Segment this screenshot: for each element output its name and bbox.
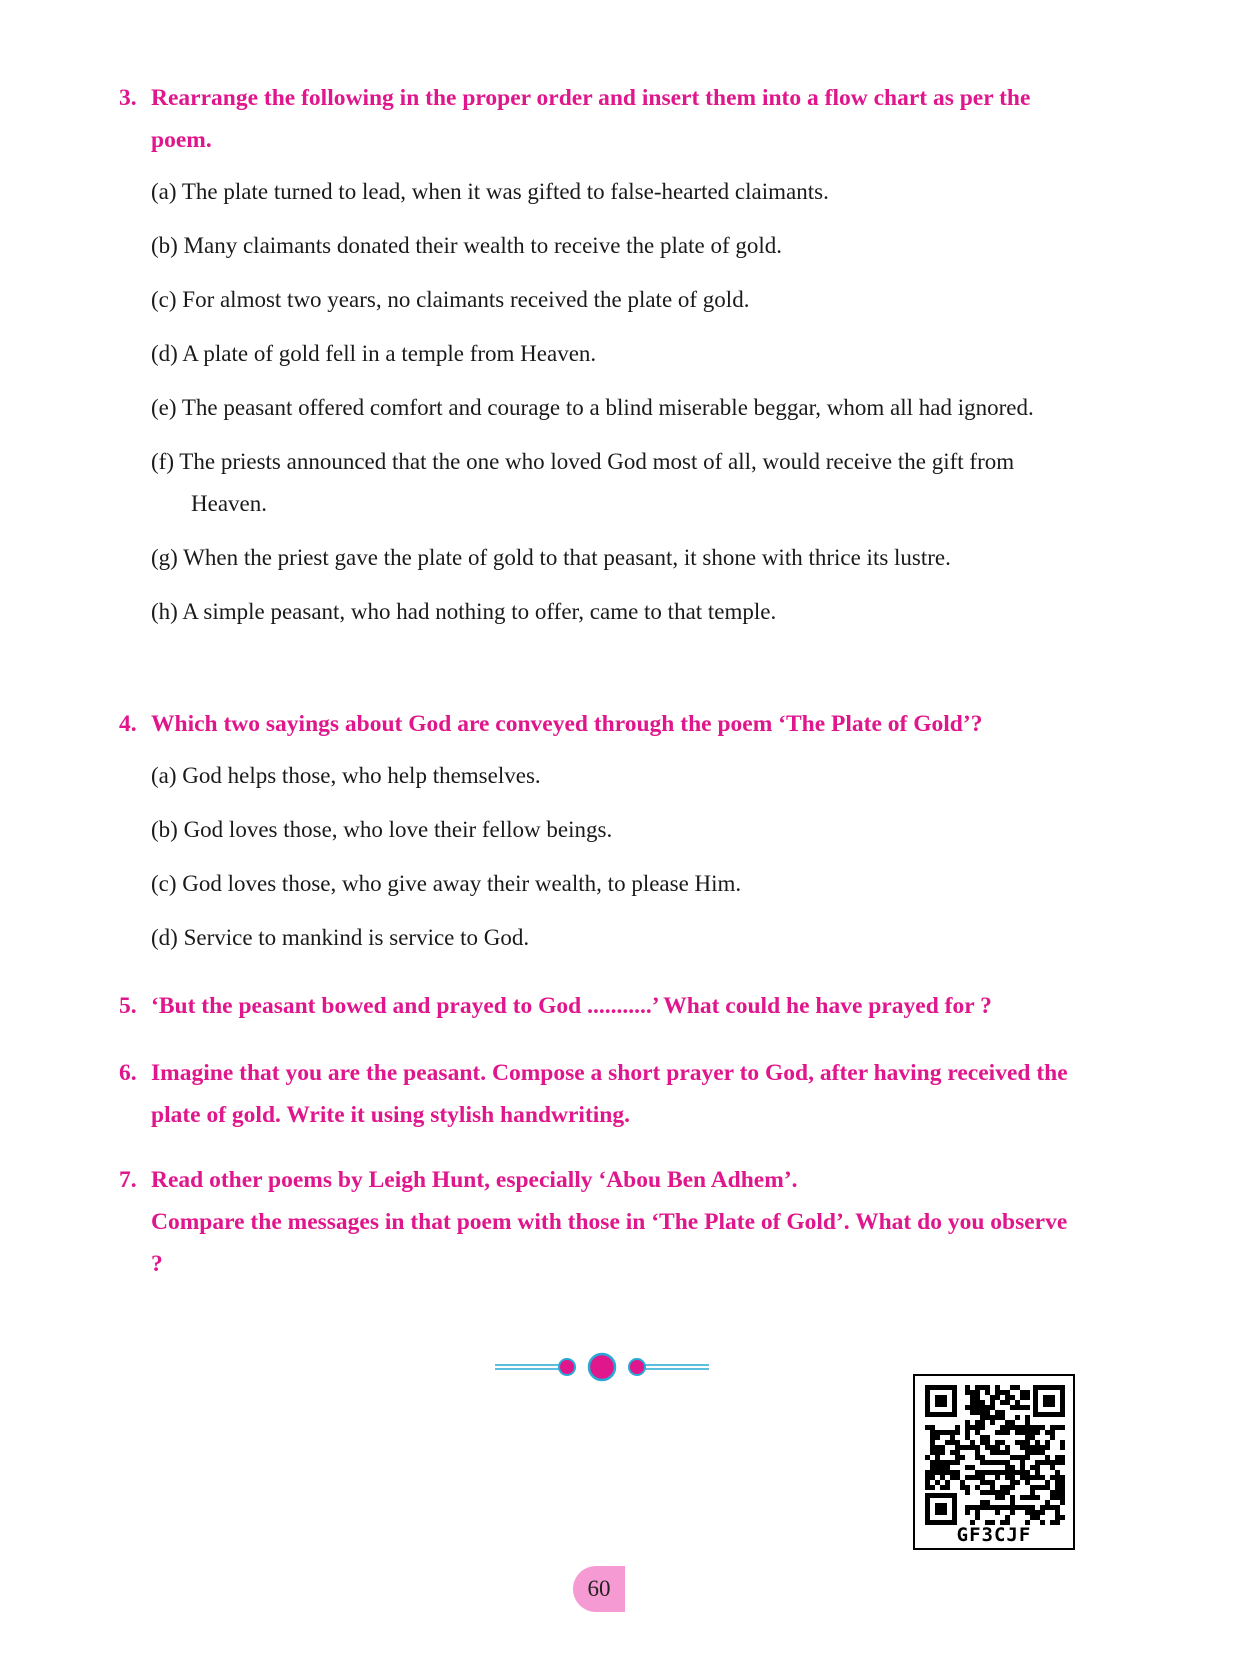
question-text: Which two sayings about God are conveyed through the poem ‘The Plate of Gold’? <box>151 711 983 737</box>
question-heading <box>119 703 1079 745</box>
option-d: (d) A plate of gold fell in a temple from Heaven. <box>151 341 597 366</box>
page-number: 60 <box>573 1566 625 1612</box>
qr-code-icon <box>925 1385 1065 1525</box>
question-heading <box>119 1159 1079 1285</box>
question-heading <box>119 77 1079 161</box>
option-c: (c) God loves those, who give away their wealth, to please Him. <box>151 871 742 896</box>
question-number: 7. <box>119 1167 137 1193</box>
option-f: (f) The priests announced that the one who loved God most of all, would receive the gift from Heaven. <box>151 449 1015 516</box>
question-text: ‘But the peasant bowed and prayed to God ...........’ What could he have prayed for ? <box>151 993 992 1019</box>
question-number: 6. <box>119 1060 137 1086</box>
question-number: 3. <box>119 85 137 111</box>
option-e: (e) The peasant offered comfort and courage to a blind miserable beggar, whom all had ignored. <box>151 395 1034 420</box>
option-b: (b) Many claimants donated their wealth to receive the plate of gold. <box>151 233 782 258</box>
question-text-line-1: Read other poems by Leigh Hunt, especially ‘Abou Ben Adhem’. <box>151 1167 798 1193</box>
option-h: (h) A simple peasant, who had nothing to offer, came to that temple. <box>151 599 777 624</box>
question-6 <box>119 1052 1079 1136</box>
question-text: Imagine that you are the peasant. Compose a short prayer to God, after having received the plate of gold. Write it using stylish handwriting. <box>151 1060 1068 1128</box>
question-number: 4. <box>119 711 137 737</box>
question-text: Rearrange the following in the proper order and insert them into a flow chart as per the poem. <box>151 85 1031 153</box>
question-heading <box>119 985 1079 1027</box>
question-3 <box>119 77 1079 633</box>
option-g: (g) When the priest gave the plate of gold to that peasant, it shone with thrice its lustre. <box>151 545 951 570</box>
option-d: (d) Service to mankind is service to God. <box>151 925 530 950</box>
option-c: (c) For almost two years, no claimants received the plate of gold. <box>151 287 750 312</box>
decorative-divider <box>495 1352 709 1382</box>
question-text-line-2: Compare the messages in that poem with those in ‘The Plate of Gold’. What do you observe ? <box>151 1209 1068 1277</box>
question-heading <box>119 1052 1079 1136</box>
question-number: 5. <box>119 993 137 1019</box>
question-5 <box>119 985 1079 1027</box>
option-b: (b) God loves those, who love their fellow beings. <box>151 817 613 842</box>
option-a: (a) The plate turned to lead, when it was gifted to false-hearted claimants. <box>151 179 829 204</box>
question-4 <box>119 703 1079 959</box>
question-7 <box>119 1159 1079 1285</box>
divider-ornament-icon <box>495 1352 709 1382</box>
option-a: (a) God helps those, who help themselves. <box>151 763 541 788</box>
qr-code <box>913 1374 1075 1550</box>
qr-code-label: GF3CJF <box>956 1524 1032 1546</box>
